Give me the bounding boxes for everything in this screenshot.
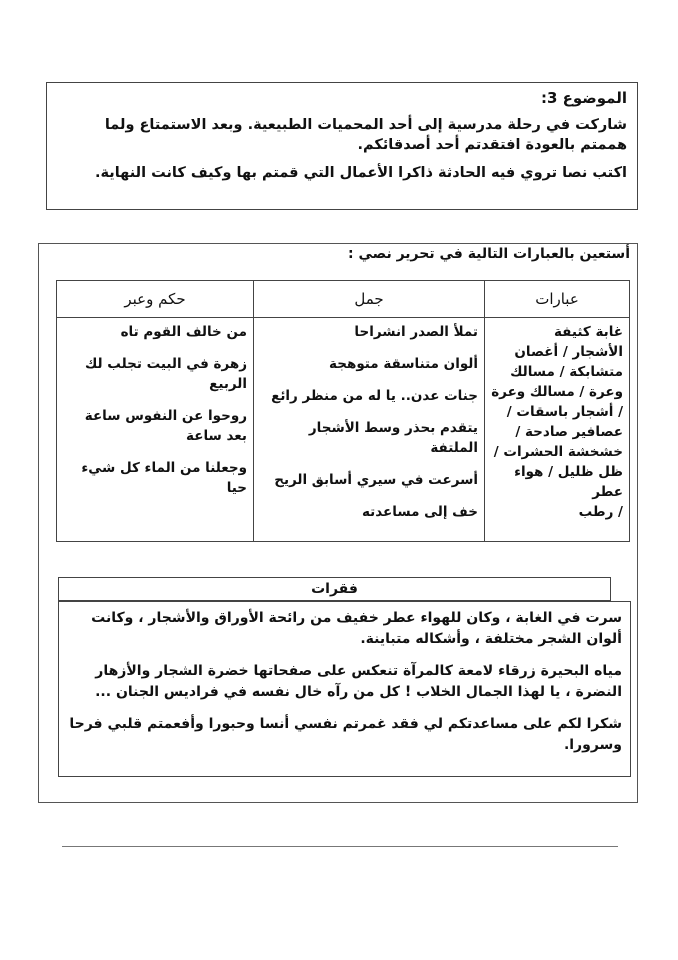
helper-intro: أستعين بالعبارات التالية في تحرير نصي :	[348, 246, 630, 262]
wisdom-cell	[57, 318, 254, 542]
table-header-row	[57, 281, 630, 318]
topic-instruction: اكتب نصا تروي فيه الحادثة ذاكرا الأعمال التي قمتم بها وكيف كانت النهاية.	[94, 165, 627, 181]
table-row	[57, 318, 630, 542]
topic-title: الموضوع 3:	[540, 89, 627, 107]
expressions-table	[56, 280, 630, 542]
expression-item: / رطب	[578, 504, 623, 520]
expression-item: غابة كثيفة	[553, 324, 623, 340]
expression-item: ظل ظليل / هواء عطر	[514, 464, 623, 500]
wisdom-item: وجعلنا من الماء كل شيء حيا	[81, 460, 247, 496]
sentence-item: جنات عدن.. يا له من منظر رائع	[271, 388, 478, 404]
paragraph-item: مياه البحيرة زرقاء لامعة كالمرآة تنعكس على صفحاتها خضرة الشجار والأزهار النضرة ، يا لهذا الجمال الخلاب ! كل من رآه خال نفسه في فراديس الجنان ...	[95, 663, 622, 700]
expression-item: وعرة / مسالك وعرة / أشجار باسقات /	[491, 384, 623, 420]
sentence-item: خف إلى مساعدته	[361, 504, 478, 520]
bottom-divider	[62, 846, 618, 847]
wisdom-item: روحوا عن النفوس ساعة بعد ساعة	[84, 408, 247, 444]
paragraph-item: سرت في الغابة ، وكان للهواء عطر خفيف من رائحة الأوراق والأشجار ، وكانت ألوان الشجر مختلفة ، وأشكاله متباينة.	[91, 610, 622, 647]
topic-paragraph: شاركت في رحلة مدرسية إلى أحد المحميات الطبيعية. وبعد الاستمتاع ولما هممتم بالعودة افتقدتم أحد أصدقائكم.	[104, 117, 627, 153]
expression-item: خشخشة الحشرات /	[493, 444, 623, 460]
wisdom-item: من خالف القوم تاه	[120, 324, 247, 340]
header-wisdom: حكم وعبر	[57, 281, 254, 318]
paragraph-item: شكرا لكم على مساعدتكم لي فقد غمرتم نفسي أنسا وحبورا وأفعمتم قلبي فرحا وسرورا.	[69, 716, 622, 753]
sentence-item: ألوان متناسقة متوهجة	[329, 356, 478, 372]
paragraphs-box	[58, 601, 631, 777]
sentence-item: يتقدم بحذر وسط الأشجار الملتفة	[308, 420, 478, 456]
expression-item: عصافير صادحة /	[515, 424, 623, 440]
sentences-cell	[254, 318, 485, 542]
expression-item: الأشجار / أغصان متشابكة / مسالك	[510, 344, 623, 380]
topic-box	[46, 82, 638, 210]
sentence-item: تملأ الصدر انشراحا	[354, 324, 478, 340]
header-sentences: جمل	[254, 281, 485, 318]
header-expressions: عبارات	[485, 281, 630, 318]
sentence-item: أسرعت في سيري أسابق الريح	[274, 472, 478, 488]
expressions-cell	[485, 318, 630, 542]
wisdom-item: زهرة في البيت تجلب لك الربيع	[84, 356, 247, 392]
paragraphs-title: فقرات	[58, 577, 611, 601]
